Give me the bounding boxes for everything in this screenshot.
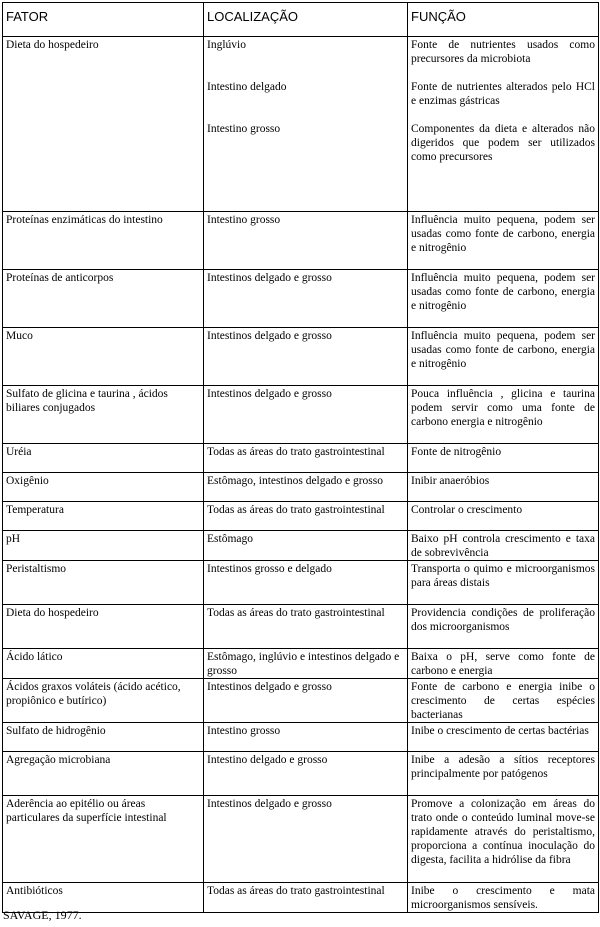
cell-fator: Aderência ao epitélio ou áreas particulares da superfície intestinal bbox=[3, 796, 204, 883]
cell-fator: Dieta do hospedeiro bbox=[3, 605, 204, 649]
table-row bbox=[3, 649, 599, 679]
table-header-row bbox=[3, 3, 599, 37]
cell-funcao-1: Fonte de nutrientes usados como precursores da microbiota bbox=[411, 39, 595, 65]
cell-funcao: Promove a colonização em áreas do trato onde o conteúdo luminal move-se rapidamente através do peristaltismo, proporciona a contínua inoculação do digesta, facilita a hidrólise da fibra bbox=[408, 796, 599, 883]
cell-funcao: Inibe o crescimento de certas bactérias bbox=[408, 723, 599, 752]
cell-localizacao-ingluvio: Inglúvio bbox=[207, 39, 246, 51]
cell-funcao bbox=[408, 37, 599, 212]
cell-fator: pH bbox=[3, 531, 204, 561]
cell-fator: Dieta do hospedeiro bbox=[3, 37, 204, 212]
factors-table-container bbox=[2, 2, 598, 913]
table-row bbox=[3, 561, 599, 605]
cell-fator: Proteínas de anticorpos bbox=[3, 270, 204, 328]
cell-funcao: Providencia condições de proliferação dos microorganismos bbox=[408, 605, 599, 649]
table-row bbox=[3, 679, 599, 723]
cell-localizacao: Estômago, intestinos delgado e grosso bbox=[204, 473, 408, 502]
cell-localizacao: Intestino delgado e grosso bbox=[204, 752, 408, 796]
cell-fator: Sulfato de hidrogênio bbox=[3, 723, 204, 752]
table-row bbox=[3, 605, 599, 649]
cell-funcao: Baixo pH controla crescimento e taxa de sobrevivência bbox=[408, 531, 599, 561]
cell-localizacao: Intestinos delgado e grosso bbox=[204, 270, 408, 328]
table-row bbox=[3, 502, 599, 531]
table-row bbox=[3, 473, 599, 502]
cell-localizacao-grosso: Intestino grosso bbox=[207, 123, 281, 135]
table-row bbox=[3, 531, 599, 561]
table-row bbox=[3, 883, 599, 913]
header-funcao: FUNÇÃO bbox=[408, 3, 599, 37]
cell-funcao: Inibe o crescimento e mata microorganismos sensíveis. bbox=[408, 883, 599, 913]
cell-fator: Sulfato de glicina e taurina , ácidos biliares conjugados bbox=[3, 386, 204, 444]
cell-funcao: Pouca influência , glicina e taurina podem servir como uma fonte de carbono energia e nitrogênio bbox=[408, 386, 599, 444]
cell-fator: Oxigênio bbox=[3, 473, 204, 502]
cell-localizacao: Intestinos delgado e grosso bbox=[204, 796, 408, 883]
cell-localizacao: Intestino grosso bbox=[204, 212, 408, 270]
cell-fator: Peristaltismo bbox=[3, 561, 204, 605]
cell-localizacao: Todas as áreas do trato gastrointestinal bbox=[204, 605, 408, 649]
cell-localizacao bbox=[204, 37, 408, 212]
cell-localizacao-delgado: Intestino delgado bbox=[207, 81, 287, 93]
cell-fator: Agregação microbiana bbox=[3, 752, 204, 796]
table-row bbox=[3, 328, 599, 386]
cell-localizacao: Intestino grosso bbox=[204, 723, 408, 752]
table-row bbox=[3, 752, 599, 796]
source-citation: SAVAGE, 1977. bbox=[3, 908, 82, 922]
cell-funcao: Fonte de nitrogênio bbox=[408, 444, 599, 473]
cell-funcao: Influência muito pequena, podem ser usadas como fonte de carbono, energia e nitrogênio bbox=[408, 328, 599, 386]
table-row bbox=[3, 796, 599, 883]
cell-localizacao: Estômago, inglúvio e intestinos delgado e grosso bbox=[204, 649, 408, 679]
table-row bbox=[3, 37, 599, 212]
factors-table bbox=[2, 2, 599, 913]
cell-fator: Ácido lático bbox=[3, 649, 204, 679]
cell-localizacao: Estômago bbox=[204, 531, 408, 561]
cell-localizacao: Intestinos grosso e delgado bbox=[204, 561, 408, 605]
cell-fator: Uréia bbox=[3, 444, 204, 473]
cell-funcao: Influência muito pequena, podem ser usadas como fonte de carbono, energia e nitrogênio bbox=[408, 270, 599, 328]
cell-localizacao: Todas as áreas do trato gastrointestinal bbox=[204, 444, 408, 473]
cell-localizacao: Todas as áreas do trato gastrointestinal bbox=[204, 883, 408, 913]
table-row bbox=[3, 212, 599, 270]
cell-funcao: Inibe a adesão a sítios receptores principalmente por patógenos bbox=[408, 752, 599, 796]
cell-funcao: Baixa o pH, serve como fonte de carbono e energia bbox=[408, 649, 599, 679]
table-row bbox=[3, 723, 599, 752]
table-row bbox=[3, 444, 599, 473]
cell-localizacao: Intestinos delgado e grosso bbox=[204, 328, 408, 386]
cell-funcao-2: Fonte de nutrientes alterados pelo HCl e enzimas gástricas bbox=[411, 81, 595, 107]
cell-funcao-3: Componentes da dieta e alterados não digeridos que podem ser utilizados como precursores bbox=[411, 123, 595, 163]
table-row bbox=[3, 270, 599, 328]
cell-localizacao: Intestinos delgado e grosso bbox=[204, 386, 408, 444]
cell-funcao: Inibir anaeróbios bbox=[408, 473, 599, 502]
header-localizacao: LOCALIZAÇÃO bbox=[204, 3, 408, 37]
cell-localizacao: Intestinos delgado e grosso bbox=[204, 679, 408, 723]
cell-funcao: Influência muito pequena, podem ser usadas como fonte de carbono, energia e nitrogênio bbox=[408, 212, 599, 270]
cell-funcao: Fonte de carbono e energia inibe o crescimento de certas espécies bacterianas bbox=[408, 679, 599, 723]
table-row bbox=[3, 386, 599, 444]
cell-fator: Proteínas enzimáticas do intestino bbox=[3, 212, 204, 270]
cell-fator: Ácidos graxos voláteis (ácido acético, propiônico e butírico) bbox=[3, 679, 204, 723]
cell-localizacao: Todas as áreas do trato gastrointestinal bbox=[204, 502, 408, 531]
cell-funcao: Controlar o crescimento bbox=[408, 502, 599, 531]
cell-fator: Muco bbox=[3, 328, 204, 386]
header-fator: FATOR bbox=[3, 3, 204, 37]
cell-funcao: Transporta o quimo e microorganismos para áreas distais bbox=[408, 561, 599, 605]
cell-fator: Antibióticos bbox=[3, 883, 204, 913]
cell-fator: Temperatura bbox=[3, 502, 204, 531]
